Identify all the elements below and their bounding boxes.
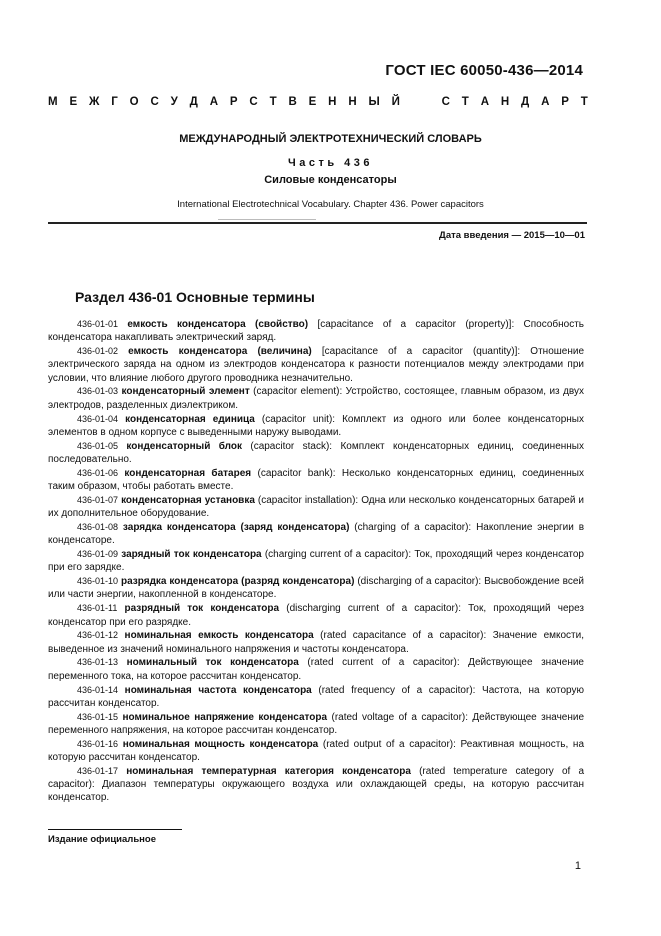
heading-letter: Е [308, 96, 317, 108]
heading-letter: А [541, 96, 550, 108]
term-entry [48, 765, 584, 805]
term-entry [48, 345, 584, 385]
term-code: 436-01-14 [77, 684, 119, 695]
section-title: Раздел 436-01 Основные термины [75, 289, 315, 305]
term-name: номинальная частота конденсатора [124, 684, 312, 696]
term-code: 436-01-05 [77, 440, 119, 451]
heading-letter: Н [328, 96, 337, 108]
term-name: номинальный ток конденсатора [126, 657, 299, 669]
term-definition: (rated capacitance of a capacitor): Значение емкости, выведенное из значений номинального напряжения и частоты конденсатора. [48, 630, 584, 655]
term-code: 436-01-08 [77, 521, 119, 532]
term-code: 436-01-17 [77, 765, 119, 776]
term-entry [48, 318, 584, 345]
heading-letter: С [150, 96, 159, 108]
heading-letter: М [48, 96, 58, 108]
term-code: 436-01-02 [77, 346, 119, 357]
footer-divider [48, 829, 182, 830]
term-name: емкость конденсатора (величина) [128, 346, 312, 358]
heading-letter: Ы [368, 96, 380, 108]
term-entry [48, 711, 584, 738]
heading-letter: Т [269, 96, 277, 108]
term-definition: [capacitance of a capacitor (quantity)]: Отношение электрического заряда на одном из электродов конденсатора к разности потенциалов между электродами при условии, что влияние любого другого проводника незначительно. [48, 346, 585, 384]
heading-letter: Р [229, 96, 238, 108]
term-definition: (rated frequency of a capacitor): Частота, на которую рассчитан конденсатор. [48, 684, 584, 709]
heading-gap [412, 96, 430, 108]
part-number: Часть 436 [287, 157, 374, 169]
term-code: 436-01-06 [77, 467, 119, 478]
term-code: 436-01-09 [77, 549, 119, 560]
english-title: International Electrotechnical Vocabulary. Chapter 436. Power capacitors [177, 199, 484, 210]
interstate-standard-heading [48, 96, 588, 108]
term-name: конденсаторная батарея [124, 467, 252, 479]
heading-letter: У [170, 96, 178, 108]
term-name: зарядный ток конденсатора [121, 549, 262, 561]
term-entry [48, 629, 584, 656]
term-entry [48, 575, 584, 602]
term-entry [48, 656, 584, 683]
heading-letter: Д [521, 96, 530, 108]
heading-letter: Н [500, 96, 510, 108]
term-entry [48, 684, 584, 711]
heading-letter: С [441, 96, 450, 108]
introduction-date: Дата введения — 2015—10—01 [439, 230, 585, 241]
term-code: 436-01-01 [77, 319, 119, 329]
term-definition: (rated current of a capacitor): Действующее значение переменного тока, на которое рассчитан конденсатор. [48, 657, 584, 682]
term-code: 436-01-15 [77, 711, 119, 722]
term-name: зарядка конденсатора (заряд конденсатора) [122, 521, 350, 533]
term-name: емкость конденсатора (свойство) [127, 319, 309, 330]
faint-divider [218, 219, 316, 220]
term-code: 436-01-16 [77, 738, 119, 749]
term-code: 436-01-03 [77, 386, 119, 397]
heading-letter: Ж [88, 96, 100, 108]
heading-letter: А [209, 96, 219, 108]
heading-letter: В [288, 96, 297, 108]
term-entry [48, 440, 584, 467]
term-code: 436-01-04 [77, 413, 119, 424]
heading-letter: Е [69, 96, 78, 108]
term-entry [48, 738, 584, 765]
term-entry [48, 385, 584, 412]
term-name: конденсаторная установка [121, 494, 255, 506]
term-name: конденсаторная единица [125, 413, 255, 425]
term-code: 436-01-12 [77, 630, 119, 641]
heading-letter: С [249, 96, 258, 108]
term-code: 436-01-10 [77, 576, 119, 587]
edition-note: Издание официальное [48, 834, 156, 845]
heading-letter: Д [189, 96, 198, 108]
terms-list [48, 318, 584, 805]
term-code: 436-01-13 [77, 657, 119, 668]
term-entry [48, 413, 584, 440]
heading-letter: О [129, 96, 139, 108]
term-definition: [capacitance of a capacitor (property)]: Способность конденсатора накапливать электрический заряд. [48, 319, 585, 344]
term-definition: (capacitor stack): Комплект конденсаторных единиц, соединенных последовательно. [48, 440, 584, 465]
term-definition: (rated temperature category of a capacitor): Диапазон температуры окружающего воздуха или охлаждающей среды, на которую рассчитан конденсатор. [48, 765, 585, 804]
term-entry [48, 602, 584, 629]
term-entry [48, 467, 584, 494]
term-name: номинальное напряжение конденсатора [122, 711, 328, 723]
term-name: номинальная температурная категория конденсатора [126, 765, 411, 777]
part-title: Силовые конденсаторы [264, 174, 397, 186]
term-name: конденсаторный элемент [121, 386, 250, 398]
term-name: разрядка конденсатора (разряд конденсатора) [121, 576, 355, 588]
term-name: номинальная емкость конденсатора [124, 630, 314, 642]
heading-letter: Г [111, 96, 118, 108]
heading-letter: А [480, 96, 489, 108]
document-code: ГОСТ IEC 60050-436—2014 [385, 62, 583, 79]
term-definition: (charging current of a capacitor): Ток, проходящий через конденсатор при его зарядке. [48, 549, 584, 574]
term-entry [48, 548, 584, 575]
heading-letter: Н [348, 96, 357, 108]
term-definition: (capacitor element): Устройство, состоящее, главным образом, из двух электродов, разделенных диэлектриком. [48, 386, 584, 411]
term-definition: (rated output of a capacitor): Реактивная мощность, на которую рассчитан конденсатор. [48, 738, 585, 763]
heading-letter: Т [580, 96, 588, 108]
term-definition: (rated voltage of a capacitor): Действующее значение переменного напряжения, на которое рассчитан конденсатор. [48, 711, 585, 736]
heading-letter: Т [461, 96, 469, 108]
page-number: 1 [574, 860, 581, 872]
heading-letter: Й [391, 96, 400, 108]
term-definition: (capacitor bank): Несколько конденсаторных единиц, соединенных таким образом, чтобы работать вместе. [48, 467, 584, 493]
term-entry [48, 494, 584, 521]
header-divider [48, 222, 587, 224]
dictionary-title: МЕЖДУНАРОДНЫЙ ЭЛЕКТРОТЕХНИЧЕСКИЙ СЛОВАРЬ [179, 133, 482, 145]
heading-letter: Р [561, 96, 569, 108]
term-code: 436-01-07 [77, 494, 119, 505]
term-definition: (charging of a capacitor): Накопление энергии в конденсаторе. [48, 521, 585, 547]
term-definition: (discharging of a capacitor): Высвобождение всей или части энергии, накопленной в конденсаторе. [48, 576, 584, 601]
term-definition: (capacitor unit): Комплект из одного или более конденсаторных элементов в одном корпусе с выведенными наружу выводами. [48, 413, 584, 438]
term-definition: (capacitor installation): Одна или несколько конденсаторных батарей и их дополнительное оборудование. [48, 494, 585, 520]
term-definition: (discharging current of a capacitor): Ток, проходящий через конденсатор при его разрядке. [48, 603, 584, 628]
term-entry [48, 521, 584, 548]
term-name: номинальная мощность конденсатора [122, 738, 319, 750]
term-code: 436-01-11 [77, 603, 118, 614]
term-name: разрядный ток конденсатора [124, 603, 280, 615]
term-name: конденсаторный блок [126, 440, 242, 452]
